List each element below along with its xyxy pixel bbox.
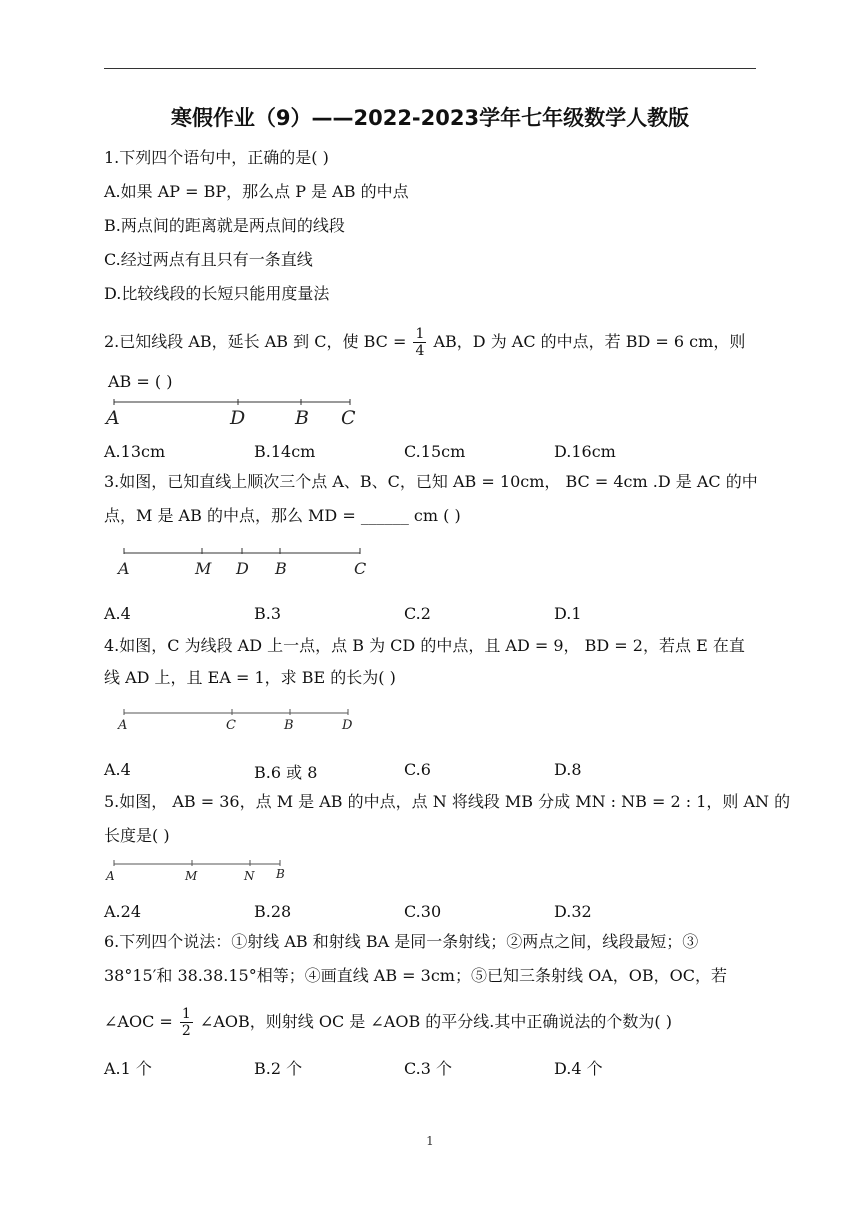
fraction-numerator: 1 bbox=[181, 1006, 191, 1022]
fraction-denominator: 4 bbox=[415, 343, 425, 359]
question-5-stem-line2: 长度是( ) bbox=[104, 826, 170, 845]
question-6-fraction bbox=[180, 1006, 193, 1039]
question-1-option-a: A.如果 AP = BP，那么点 P 是 AB 的中点 bbox=[104, 182, 409, 201]
option-a: A.4 bbox=[104, 604, 131, 623]
question-6-stem-line2: 38°15′和 38.38.15°相等；④画直线 AB = 3cm；⑤已知三条射线 OA，OB，OC，若 bbox=[104, 966, 727, 985]
question-5-options bbox=[104, 902, 756, 922]
option-c: C.3 个 bbox=[404, 1059, 453, 1078]
question-3-options bbox=[104, 604, 756, 624]
question-1-stem: 1.下列四个语句中，正确的是( ) bbox=[104, 148, 329, 167]
question-2-stem-part-b: AB，D 为 AC 的中点，若 BD = 6 cm，则 bbox=[433, 332, 746, 351]
option-c: C.2 bbox=[404, 604, 431, 623]
question-2-stem bbox=[104, 326, 745, 359]
question-6-stem-line3-part-a: ∠AOC = bbox=[104, 1012, 173, 1031]
option-b: B.14cm bbox=[254, 442, 316, 461]
option-b: B.28 bbox=[254, 902, 292, 921]
option-d: D.4 个 bbox=[554, 1059, 603, 1078]
point-label-d: D bbox=[230, 407, 246, 429]
point-label-a: A bbox=[118, 718, 128, 733]
question-1-option-d: D.比较线段的长短只能用度量法 bbox=[104, 284, 330, 303]
question-6-options bbox=[104, 1056, 756, 1076]
option-b: B.3 bbox=[254, 604, 282, 623]
question-6-stem-line3 bbox=[104, 1006, 672, 1039]
question-5-figure bbox=[104, 858, 304, 886]
point-label-b: B bbox=[275, 559, 287, 578]
option-d: D.8 bbox=[554, 760, 582, 779]
point-label-b: B bbox=[284, 718, 294, 733]
page-number: 1 bbox=[426, 1134, 434, 1148]
option-d: D.1 bbox=[554, 604, 582, 623]
point-label-a: A bbox=[118, 559, 130, 578]
point-label-d: D bbox=[236, 559, 249, 578]
option-b: B.6 或 8 bbox=[254, 763, 318, 782]
point-label-n: N bbox=[244, 869, 255, 883]
question-4-figure bbox=[114, 706, 374, 736]
fraction-numerator: 1 bbox=[415, 326, 425, 342]
question-4-stem-line1: 4.如图，C 为线段 AD 上一点，点 B 为 CD 的中点，且 AD = 9， BD = 2，若点 E 在直 bbox=[104, 636, 745, 655]
option-c: C.6 bbox=[404, 760, 431, 779]
question-2-figure bbox=[104, 396, 374, 432]
question-1-option-b: B.两点间的距离就是两点间的线段 bbox=[104, 216, 345, 235]
point-label-a: A bbox=[106, 869, 115, 883]
header-rule bbox=[104, 68, 756, 69]
option-a: A.1 个 bbox=[104, 1059, 152, 1078]
question-2-stem-part-a: 2.已知线段 AB，延长 AB 到 C，使 BC = bbox=[104, 332, 407, 351]
point-label-c: C bbox=[226, 718, 236, 733]
point-label-c: C bbox=[354, 559, 367, 578]
question-6-stem-line3-part-b: ∠AOB，则射线 OC 是 ∠AOB 的平分线.其中正确说法的个数为( ) bbox=[199, 1012, 672, 1031]
point-label-b: B bbox=[295, 407, 309, 429]
point-label-c: C bbox=[341, 407, 356, 429]
point-label-d: D bbox=[342, 718, 353, 733]
page-title: 寒假作业（9）——2022-2023学年七年级数学人教版 bbox=[170, 106, 690, 130]
question-2-fraction bbox=[413, 326, 426, 359]
option-a: A.13cm bbox=[104, 442, 166, 461]
question-3-stem-line2: 点，M 是 AB 的中点，那么 MD = ______ cm ( ) bbox=[104, 506, 461, 525]
option-d: D.16cm bbox=[554, 442, 616, 461]
point-label-m: M bbox=[185, 869, 198, 883]
option-d: D.32 bbox=[554, 902, 592, 921]
option-b: B.2 个 bbox=[254, 1059, 303, 1078]
question-1-option-c: C.经过两点有且只有一条直线 bbox=[104, 250, 313, 269]
question-3-figure bbox=[114, 544, 374, 580]
question-2-stem-line2: AB = ( ) bbox=[108, 372, 173, 391]
point-label-a: A bbox=[106, 407, 120, 429]
question-6-stem-line1: 6.下列四个说法：①射线 AB 和射线 BA 是同一条射线；②两点之间，线段最短；③ bbox=[104, 932, 699, 951]
option-c: C.15cm bbox=[404, 442, 466, 461]
option-a: A.24 bbox=[104, 902, 141, 921]
question-2-options bbox=[104, 442, 756, 462]
question-5-stem-line1: 5.如图， AB = 36，点 M 是 AB 的中点，点 N 将线段 MB 分成 MN : NB = 2 : 1，则 AN 的 bbox=[104, 792, 791, 811]
fraction-denominator: 2 bbox=[181, 1023, 191, 1039]
question-3-stem-line1: 3.如图，已知直线上顺次三个点 A、B、C，已知 AB = 10cm， BC = 4cm .D 是 AC 的中 bbox=[104, 472, 758, 491]
point-label-m: M bbox=[195, 559, 212, 578]
point-label-b: B bbox=[276, 867, 285, 881]
option-a: A.4 bbox=[104, 760, 131, 779]
option-c: C.30 bbox=[404, 902, 442, 921]
question-4-stem-line2: 线 AD 上，且 EA = 1，求 BE 的长为( ) bbox=[104, 668, 396, 687]
question-4-options bbox=[104, 760, 756, 780]
